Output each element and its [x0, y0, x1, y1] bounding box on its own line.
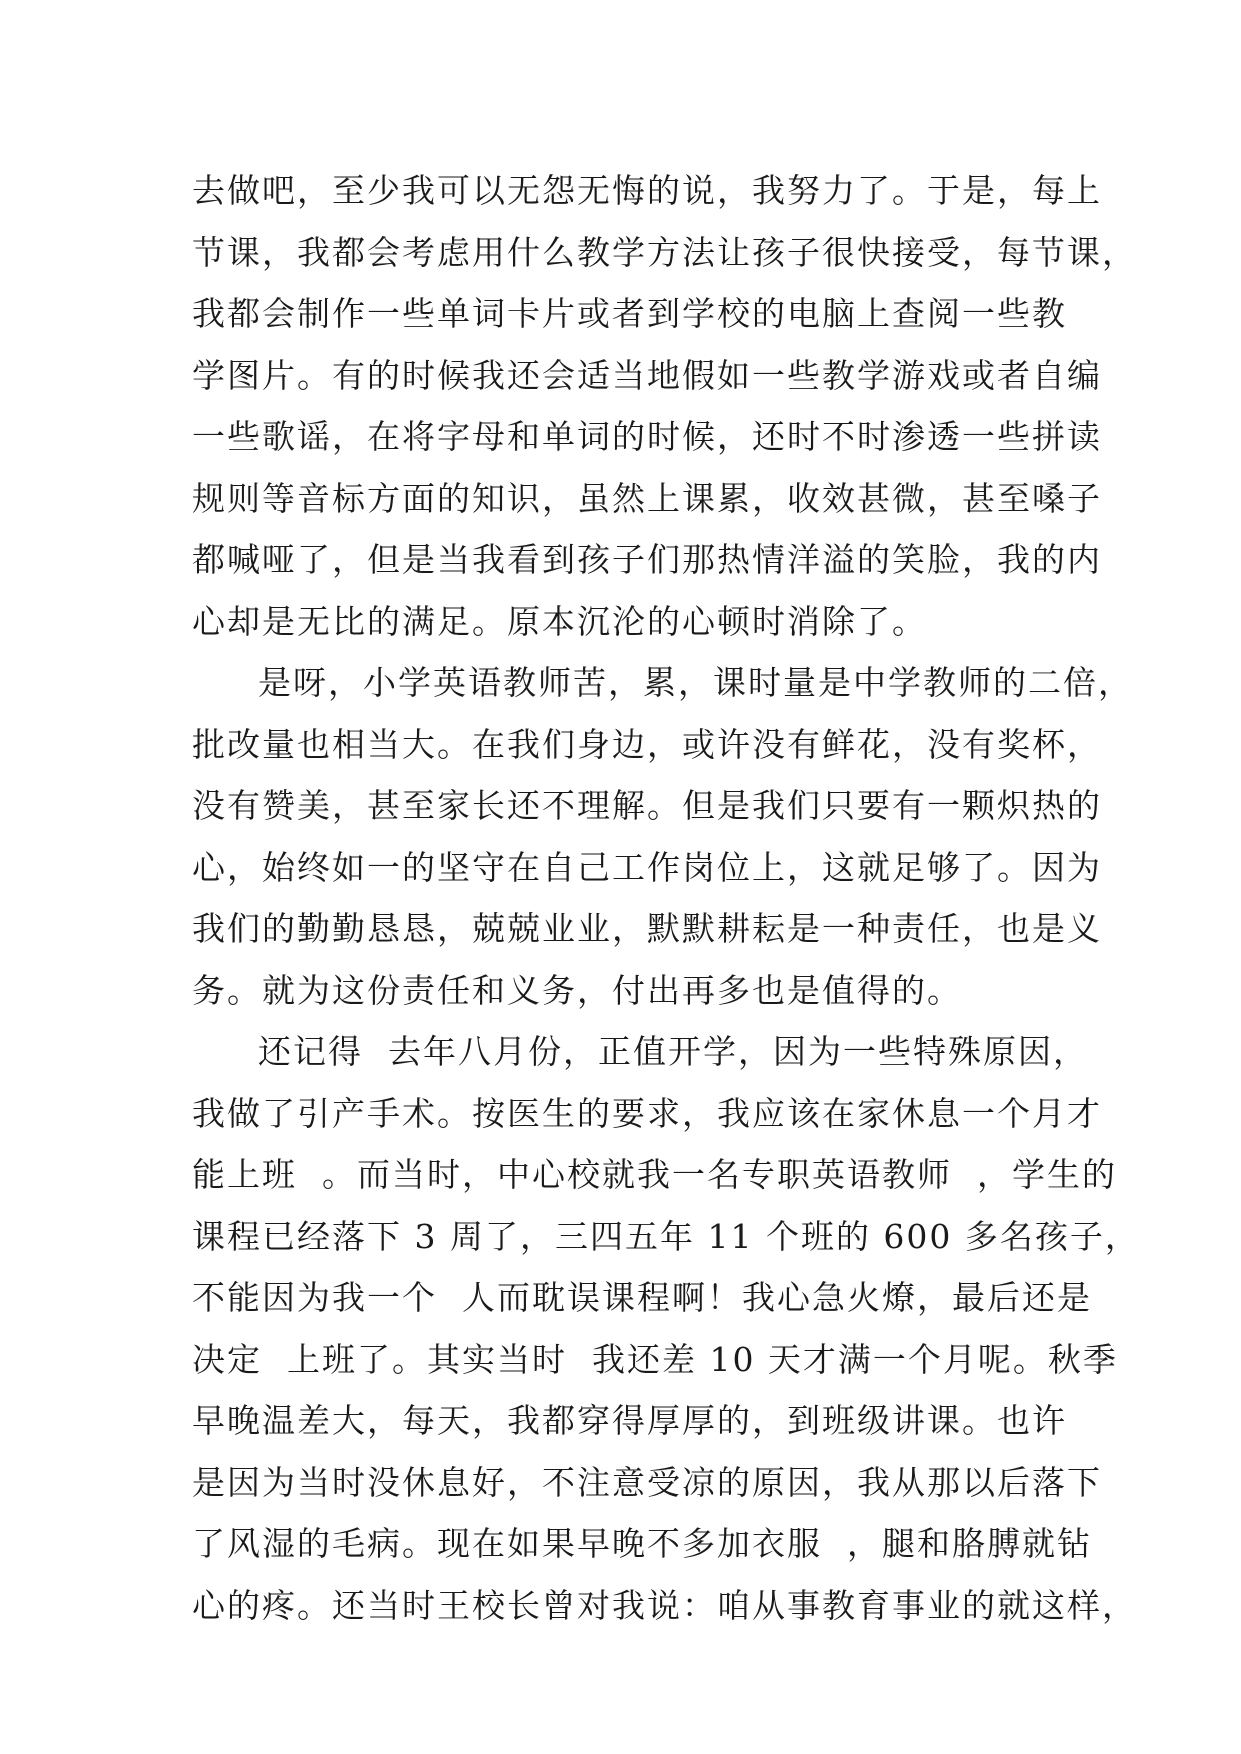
text-line: 一些歌谣，在将字母和单词的时候，还时不时渗透一些拼读 — [192, 417, 1102, 456]
text-line: 是呀，小学英语教师苦，累，课时量是中学教师的二倍， — [258, 663, 1133, 702]
body-text — [192, 160, 1140, 1636]
text-line: 心，始终如一的坚守在自己工作岗位上，这就足够了。因为 — [192, 847, 1102, 887]
text-line: 节课，我都会考虑用什么教学方法让孩子很快接受，每节课， — [192, 232, 1137, 272]
text-line: 能上班 。而当时，中心校就我一名专职英语教师 ，学生的 — [192, 1155, 1117, 1194]
text-line: 心的疼。还当时王校长曾对我说：咱从事教育事业的就这样， — [192, 1585, 1137, 1625]
text-line: 都喊哑了，但是当我看到孩子们那热情洋溢的笑脸，我的内 — [192, 540, 1102, 579]
text-line: 决定 上班了。其实当时 我还差 10 天才满一个月呢。秋季 — [192, 1339, 1118, 1379]
text-line: 规则等音标方面的知识，虽然上课累，收效甚微，甚至嗓子 — [192, 478, 1102, 518]
text-line: 了风湿的毛病。现在如果早晚不多加衣服 ，腿和胳膊就钻 — [192, 1524, 1092, 1563]
text-line: 不能因为我一个 人而耽误课程啊！我心急火燎，最后还是 — [192, 1278, 1092, 1317]
text-line: 是因为当时没休息好，不注意受凉的原因，我从那以后落下 — [192, 1462, 1102, 1502]
text-line: 还记得 去年八月份，正值开学，因为一些特殊原因， — [258, 1032, 1088, 1071]
text-line: 早晚温差大，每天，我都穿得厚厚的，到班级讲课。也许 — [192, 1401, 1067, 1440]
text-line: 务。就为这份责任和义务，付出再多也是值得的。 — [192, 970, 962, 1010]
text-line: 心却是无比的满足。原本沉沦的心顿时消除了。 — [192, 601, 927, 641]
text-line: 我们的勤勤恳恳，兢兢业业，默默耕耘是一种责任，也是义 — [192, 909, 1102, 948]
text-line: 去做吧，至少我可以无怨无悔的说，我努力了。于是，每上 — [192, 171, 1102, 210]
text-line: 没有赞美，甚至家长还不理解。但是我们只要有一颗炽热的 — [192, 786, 1102, 825]
text-line: 我做了引产手术。按医生的要求，我应该在家休息一个月才 — [192, 1093, 1102, 1133]
text-line: 我都会制作一些单词卡片或者到学校的电脑上查阅一些教 — [192, 294, 1067, 333]
text-line: 批改量也相当大。在我们身边，或许没有鲜花，没有奖杯， — [192, 724, 1102, 764]
text-line: 课程已经落下 3 周了，三四五年 11 个班的 600 多名孩子， — [192, 1216, 1140, 1256]
text-line: 学图片。有的时候我还会适当地假如一些教学游戏或者自编 — [192, 355, 1102, 395]
